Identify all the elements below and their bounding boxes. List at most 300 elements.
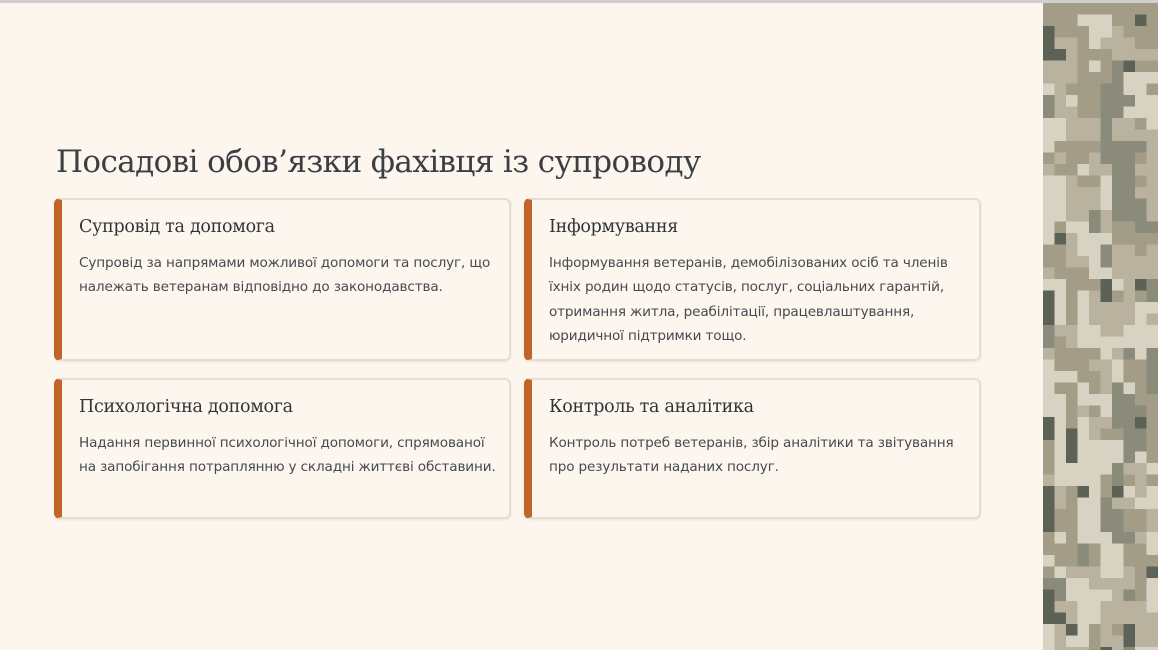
camo-block bbox=[1066, 233, 1078, 245]
camo-block bbox=[1124, 187, 1136, 199]
camo-block bbox=[1147, 118, 1158, 130]
camo-block bbox=[1078, 49, 1090, 61]
camo-block bbox=[1055, 440, 1067, 452]
camo-block bbox=[1055, 291, 1067, 303]
camo-block bbox=[1055, 176, 1067, 188]
camo-block bbox=[1135, 486, 1147, 498]
camo-block bbox=[1089, 291, 1101, 303]
camo-block bbox=[1043, 383, 1055, 395]
camo-block bbox=[1147, 452, 1158, 464]
camo-block bbox=[1066, 406, 1078, 418]
camo-block bbox=[1089, 567, 1101, 579]
camo-block bbox=[1112, 3, 1124, 15]
camo-block bbox=[1043, 256, 1055, 268]
camo-block bbox=[1043, 452, 1055, 464]
camo-block bbox=[1147, 590, 1158, 602]
camo-block bbox=[1135, 222, 1147, 234]
camo-block bbox=[1078, 72, 1090, 84]
camo-block bbox=[1078, 624, 1090, 636]
camo-block bbox=[1124, 325, 1136, 337]
camo-block bbox=[1089, 279, 1101, 291]
camo-block bbox=[1101, 199, 1113, 211]
camo-block bbox=[1124, 371, 1136, 383]
camo-block bbox=[1101, 406, 1113, 418]
camo-block bbox=[1135, 38, 1147, 50]
camo-block bbox=[1124, 291, 1136, 303]
camo-block bbox=[1147, 176, 1158, 188]
camo-block bbox=[1043, 486, 1055, 498]
camo-block bbox=[1135, 245, 1147, 257]
camo-block bbox=[1066, 417, 1078, 429]
camo-block bbox=[1078, 383, 1090, 395]
camo-block bbox=[1101, 233, 1113, 245]
camo-block bbox=[1066, 3, 1078, 15]
camo-block bbox=[1101, 348, 1113, 360]
camo-block bbox=[1112, 555, 1124, 567]
camo-block bbox=[1055, 578, 1067, 590]
camo-block bbox=[1135, 256, 1147, 268]
camo-block bbox=[1078, 130, 1090, 142]
camo-block bbox=[1078, 176, 1090, 188]
camo-block bbox=[1147, 636, 1158, 648]
camo-block bbox=[1078, 440, 1090, 452]
camo-block bbox=[1089, 440, 1101, 452]
camo-block bbox=[1101, 498, 1113, 510]
camo-block bbox=[1089, 406, 1101, 418]
camo-block bbox=[1055, 555, 1067, 567]
camo-block bbox=[1112, 360, 1124, 372]
camo-block bbox=[1055, 84, 1067, 96]
camo-block bbox=[1043, 61, 1055, 73]
camo-block bbox=[1078, 452, 1090, 464]
camo-block bbox=[1147, 245, 1158, 257]
camo-block bbox=[1124, 279, 1136, 291]
camo-block bbox=[1066, 49, 1078, 61]
camo-block bbox=[1124, 544, 1136, 556]
camo-block bbox=[1043, 555, 1055, 567]
camo-block bbox=[1089, 153, 1101, 165]
camo-block bbox=[1135, 15, 1147, 27]
camo-block bbox=[1124, 567, 1136, 579]
camo-block bbox=[1101, 38, 1113, 50]
camo-block bbox=[1147, 567, 1158, 579]
camo-block bbox=[1124, 475, 1136, 487]
camo-block bbox=[1112, 440, 1124, 452]
camo-block bbox=[1055, 72, 1067, 84]
camo-block bbox=[1055, 187, 1067, 199]
duty-card-support bbox=[54, 198, 511, 361]
camo-block bbox=[1089, 164, 1101, 176]
camo-block bbox=[1101, 49, 1113, 61]
duty-card-title: Інформування bbox=[549, 217, 678, 237]
camo-block bbox=[1124, 199, 1136, 211]
camo-block bbox=[1147, 429, 1158, 441]
camo-block bbox=[1147, 624, 1158, 636]
camo-block bbox=[1055, 95, 1067, 107]
camo-block bbox=[1055, 636, 1067, 648]
camo-block bbox=[1124, 26, 1136, 38]
camo-block bbox=[1089, 498, 1101, 510]
camo-block bbox=[1135, 153, 1147, 165]
camo-block bbox=[1147, 279, 1158, 291]
camo-block bbox=[1135, 521, 1147, 533]
camo-block bbox=[1043, 337, 1055, 349]
camo-block bbox=[1078, 532, 1090, 544]
camo-block bbox=[1066, 26, 1078, 38]
top-divider bbox=[0, 0, 1158, 3]
camo-block bbox=[1055, 394, 1067, 406]
camo-block bbox=[1124, 360, 1136, 372]
camo-block bbox=[1089, 176, 1101, 188]
camo-block bbox=[1124, 268, 1136, 280]
camo-block bbox=[1124, 463, 1136, 475]
camo-block bbox=[1112, 406, 1124, 418]
camo-block bbox=[1043, 429, 1055, 441]
camo-block bbox=[1124, 417, 1136, 429]
camo-block bbox=[1055, 337, 1067, 349]
camo-block bbox=[1147, 141, 1158, 153]
camo-block bbox=[1066, 360, 1078, 372]
camo-block bbox=[1147, 26, 1158, 38]
camo-block bbox=[1066, 302, 1078, 314]
camo-block bbox=[1089, 268, 1101, 280]
camo-block bbox=[1089, 61, 1101, 73]
camo-block bbox=[1055, 15, 1067, 27]
camo-block bbox=[1066, 475, 1078, 487]
camo-block bbox=[1066, 498, 1078, 510]
camo-block bbox=[1101, 164, 1113, 176]
camo-block bbox=[1135, 26, 1147, 38]
camo-block bbox=[1112, 153, 1124, 165]
camo-block bbox=[1147, 509, 1158, 521]
camo-block bbox=[1112, 567, 1124, 579]
camo-block bbox=[1043, 590, 1055, 602]
camo-block bbox=[1089, 118, 1101, 130]
camo-block bbox=[1101, 72, 1113, 84]
camo-block bbox=[1089, 636, 1101, 648]
camo-block bbox=[1078, 486, 1090, 498]
camo-block bbox=[1043, 95, 1055, 107]
camo-block bbox=[1078, 521, 1090, 533]
camo-block bbox=[1147, 210, 1158, 222]
camo-block bbox=[1101, 26, 1113, 38]
camo-block bbox=[1101, 555, 1113, 567]
camo-block bbox=[1066, 187, 1078, 199]
camo-block bbox=[1078, 325, 1090, 337]
camo-block bbox=[1043, 624, 1055, 636]
camo-block bbox=[1101, 509, 1113, 521]
camo-block bbox=[1055, 567, 1067, 579]
camo-block bbox=[1147, 72, 1158, 84]
camo-block bbox=[1124, 118, 1136, 130]
camo-block bbox=[1135, 210, 1147, 222]
camo-block bbox=[1112, 624, 1124, 636]
camo-block bbox=[1055, 475, 1067, 487]
camo-block bbox=[1043, 187, 1055, 199]
duty-card-text: Інформування ветеранів, демобілізованих осіб та членів їхніх родин щодо статусів, послуг, соціальних гарантій, отримання житла, реабілітації, працевлаштування, юридичної підтримки тощо. bbox=[549, 255, 948, 345]
camo-block bbox=[1066, 429, 1078, 441]
camo-block bbox=[1147, 199, 1158, 211]
camo-block bbox=[1112, 141, 1124, 153]
camo-block bbox=[1043, 509, 1055, 521]
camo-block bbox=[1147, 544, 1158, 556]
camo-block bbox=[1078, 187, 1090, 199]
camo-block bbox=[1147, 337, 1158, 349]
camo-block bbox=[1055, 233, 1067, 245]
camo-block bbox=[1066, 394, 1078, 406]
camo-block bbox=[1112, 164, 1124, 176]
camo-block bbox=[1135, 555, 1147, 567]
camo-block bbox=[1089, 72, 1101, 84]
camo-block bbox=[1078, 636, 1090, 648]
camouflage-side-panel bbox=[1043, 3, 1158, 650]
camo-block bbox=[1066, 348, 1078, 360]
camo-block bbox=[1078, 394, 1090, 406]
camo-block bbox=[1124, 107, 1136, 119]
camo-block bbox=[1055, 371, 1067, 383]
camo-block bbox=[1066, 84, 1078, 96]
camo-block bbox=[1124, 521, 1136, 533]
camo-block bbox=[1124, 509, 1136, 521]
camo-block bbox=[1089, 15, 1101, 27]
camo-block bbox=[1135, 590, 1147, 602]
camo-block bbox=[1043, 15, 1055, 27]
camo-block bbox=[1066, 371, 1078, 383]
camo-block bbox=[1066, 601, 1078, 613]
camo-block bbox=[1135, 360, 1147, 372]
camo-block bbox=[1124, 256, 1136, 268]
camo-block bbox=[1089, 84, 1101, 96]
camo-block bbox=[1101, 486, 1113, 498]
camo-block bbox=[1066, 532, 1078, 544]
camo-block bbox=[1101, 578, 1113, 590]
camo-block bbox=[1089, 544, 1101, 556]
camo-block bbox=[1135, 118, 1147, 130]
camo-block bbox=[1101, 141, 1113, 153]
camo-block bbox=[1124, 233, 1136, 245]
camo-block bbox=[1089, 325, 1101, 337]
camo-block bbox=[1089, 383, 1101, 395]
camo-block bbox=[1066, 636, 1078, 648]
camo-block bbox=[1066, 521, 1078, 533]
camo-block bbox=[1089, 475, 1101, 487]
camo-block bbox=[1147, 3, 1158, 15]
camo-block bbox=[1112, 325, 1124, 337]
camo-block bbox=[1147, 233, 1158, 245]
camo-block bbox=[1147, 440, 1158, 452]
duty-card-text: Надання первинної психологічної допомоги, спрямованої на запобігання потраплянню у складні життєві обставини. bbox=[79, 435, 496, 476]
camo-block bbox=[1112, 417, 1124, 429]
camo-block bbox=[1043, 302, 1055, 314]
camo-block bbox=[1078, 498, 1090, 510]
camo-block bbox=[1089, 187, 1101, 199]
camo-block bbox=[1147, 383, 1158, 395]
camo-block bbox=[1147, 95, 1158, 107]
camo-block bbox=[1112, 245, 1124, 257]
camo-block bbox=[1043, 532, 1055, 544]
camo-block bbox=[1147, 394, 1158, 406]
camo-block bbox=[1043, 291, 1055, 303]
camo-block bbox=[1135, 636, 1147, 648]
camo-block bbox=[1124, 245, 1136, 257]
camo-block bbox=[1043, 601, 1055, 613]
camo-block bbox=[1124, 590, 1136, 602]
camo-block bbox=[1147, 371, 1158, 383]
camo-block bbox=[1043, 153, 1055, 165]
duty-card-text: Супровід за напрямами можливої допомоги та послуг, що належать ветеранам відповідно до законодавства. bbox=[79, 255, 491, 296]
camo-block bbox=[1124, 210, 1136, 222]
camo-block bbox=[1101, 3, 1113, 15]
duty-card-title: Супровід та допомога bbox=[79, 217, 275, 237]
camo-block bbox=[1112, 521, 1124, 533]
camo-block bbox=[1101, 325, 1113, 337]
camo-block bbox=[1124, 555, 1136, 567]
camo-block bbox=[1101, 279, 1113, 291]
camo-block bbox=[1112, 394, 1124, 406]
camo-block bbox=[1135, 49, 1147, 61]
camo-block bbox=[1066, 590, 1078, 602]
camo-block bbox=[1101, 452, 1113, 464]
camo-block bbox=[1055, 360, 1067, 372]
camo-block bbox=[1078, 95, 1090, 107]
camo-block bbox=[1066, 314, 1078, 326]
camo-block bbox=[1135, 417, 1147, 429]
camo-block bbox=[1135, 130, 1147, 142]
camo-block bbox=[1089, 256, 1101, 268]
camo-block bbox=[1043, 325, 1055, 337]
camo-block bbox=[1101, 371, 1113, 383]
camo-block bbox=[1078, 256, 1090, 268]
duty-card-control-analytics bbox=[524, 378, 981, 519]
camo-block bbox=[1066, 383, 1078, 395]
camo-block bbox=[1078, 590, 1090, 602]
camo-block bbox=[1112, 176, 1124, 188]
camo-block bbox=[1135, 475, 1147, 487]
camo-block bbox=[1043, 84, 1055, 96]
duty-card-psychological-help bbox=[54, 378, 511, 519]
camo-block bbox=[1124, 613, 1136, 625]
camo-block bbox=[1101, 383, 1113, 395]
camo-block bbox=[1112, 256, 1124, 268]
camo-block bbox=[1135, 3, 1147, 15]
camo-block bbox=[1124, 164, 1136, 176]
camo-block bbox=[1101, 245, 1113, 257]
camo-block bbox=[1112, 348, 1124, 360]
camo-block bbox=[1089, 452, 1101, 464]
camo-block bbox=[1135, 291, 1147, 303]
camo-block bbox=[1135, 199, 1147, 211]
camo-block bbox=[1055, 590, 1067, 602]
camo-block bbox=[1147, 256, 1158, 268]
camo-block bbox=[1043, 475, 1055, 487]
camo-block bbox=[1043, 3, 1055, 15]
camo-block bbox=[1124, 72, 1136, 84]
camo-block bbox=[1089, 141, 1101, 153]
camo-block bbox=[1124, 429, 1136, 441]
camo-block bbox=[1055, 199, 1067, 211]
camo-block bbox=[1135, 544, 1147, 556]
camo-block bbox=[1147, 107, 1158, 119]
camo-block bbox=[1135, 302, 1147, 314]
camo-block bbox=[1055, 624, 1067, 636]
camo-block bbox=[1055, 532, 1067, 544]
camo-block bbox=[1043, 394, 1055, 406]
camo-block bbox=[1089, 417, 1101, 429]
camo-block bbox=[1089, 532, 1101, 544]
camo-block bbox=[1135, 394, 1147, 406]
camo-block bbox=[1101, 532, 1113, 544]
camo-block bbox=[1066, 544, 1078, 556]
camo-block bbox=[1101, 61, 1113, 73]
camo-block bbox=[1043, 164, 1055, 176]
camo-block bbox=[1112, 107, 1124, 119]
camo-block bbox=[1124, 153, 1136, 165]
camo-block bbox=[1124, 624, 1136, 636]
camo-block bbox=[1101, 302, 1113, 314]
camo-block bbox=[1147, 61, 1158, 73]
camo-block bbox=[1147, 164, 1158, 176]
camo-block bbox=[1089, 38, 1101, 50]
camo-block bbox=[1124, 532, 1136, 544]
camo-block bbox=[1147, 613, 1158, 625]
camo-block bbox=[1043, 463, 1055, 475]
camo-block bbox=[1135, 268, 1147, 280]
camo-block bbox=[1066, 291, 1078, 303]
camo-block bbox=[1124, 440, 1136, 452]
camo-block bbox=[1112, 590, 1124, 602]
camo-block bbox=[1147, 84, 1158, 96]
camo-block bbox=[1112, 509, 1124, 521]
camo-block bbox=[1078, 3, 1090, 15]
camo-block bbox=[1135, 509, 1147, 521]
camo-block bbox=[1055, 544, 1067, 556]
camo-block bbox=[1055, 486, 1067, 498]
camo-block bbox=[1147, 15, 1158, 27]
camo-block bbox=[1078, 222, 1090, 234]
camo-block bbox=[1078, 141, 1090, 153]
camo-block bbox=[1101, 118, 1113, 130]
camo-block bbox=[1089, 95, 1101, 107]
camo-block bbox=[1147, 360, 1158, 372]
camo-block bbox=[1147, 417, 1158, 429]
camo-block bbox=[1043, 72, 1055, 84]
camo-block bbox=[1043, 222, 1055, 234]
camo-block bbox=[1043, 210, 1055, 222]
camo-block bbox=[1066, 578, 1078, 590]
camo-block bbox=[1078, 199, 1090, 211]
camo-block bbox=[1043, 49, 1055, 61]
camo-block bbox=[1066, 210, 1078, 222]
camo-block bbox=[1101, 15, 1113, 27]
camo-block bbox=[1147, 601, 1158, 613]
camo-block bbox=[1101, 624, 1113, 636]
camo-block bbox=[1089, 578, 1101, 590]
camo-block bbox=[1112, 302, 1124, 314]
camo-block bbox=[1147, 521, 1158, 533]
camo-block bbox=[1101, 84, 1113, 96]
camo-block bbox=[1089, 245, 1101, 257]
slide-title: Посадові обов’язки фахівця із супроводу bbox=[56, 144, 701, 180]
camo-block bbox=[1135, 532, 1147, 544]
camo-block bbox=[1101, 130, 1113, 142]
camo-block bbox=[1135, 463, 1147, 475]
camo-block bbox=[1043, 107, 1055, 119]
camo-block bbox=[1066, 613, 1078, 625]
camo-block bbox=[1055, 417, 1067, 429]
camo-block bbox=[1124, 3, 1136, 15]
camo-block bbox=[1055, 210, 1067, 222]
camo-block bbox=[1055, 314, 1067, 326]
